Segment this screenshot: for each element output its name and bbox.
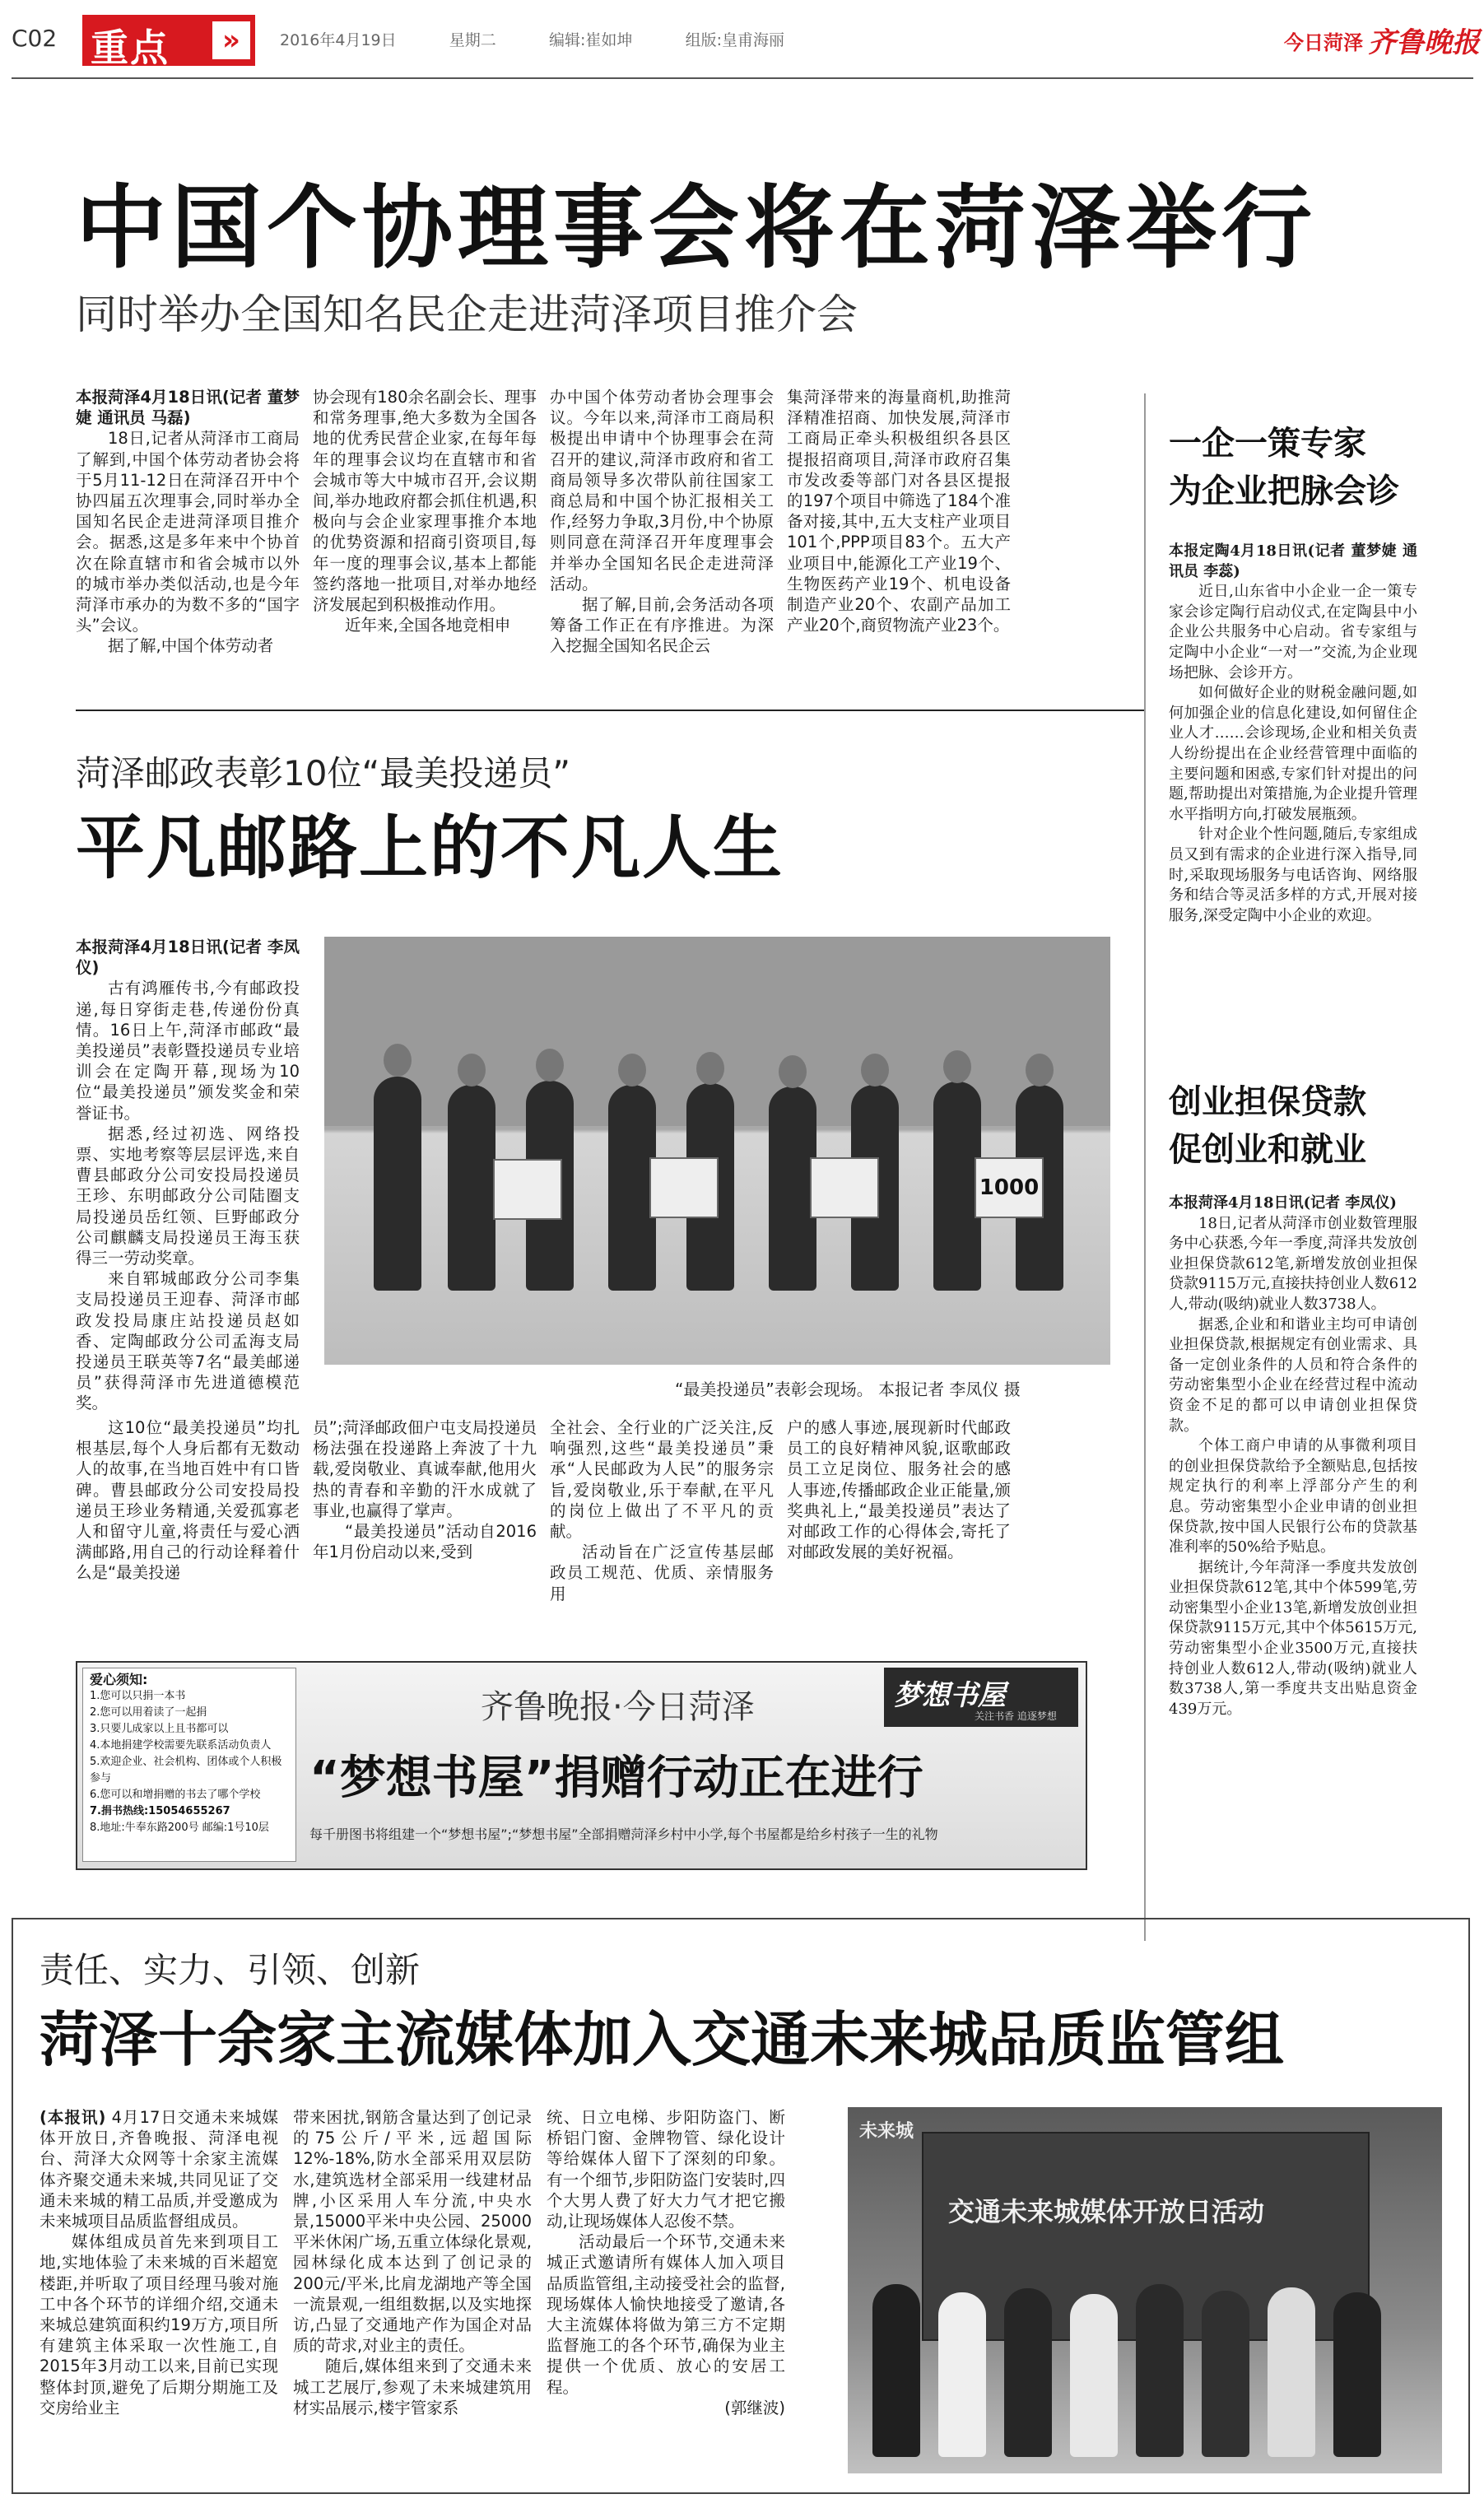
ad-notice-item: 2.您可以用着读了一起捐 [90,1706,207,1719]
media-open-day-photo [848,2107,1442,2473]
ad-logo-text: 梦想书屋 [894,1679,1006,1712]
person-figure [1004,2288,1052,2457]
ad-notice-item: 4.本地捐建学校需要先联系活动负责人 [90,1739,272,1752]
page-header [0,0,1484,91]
story3-author: (郭继波) [724,2398,785,2417]
story1-text: 协会现有180余名副会长、理事和常务理事,绝大多数为全国各地的优秀民营企业家,在每年每年的理事会议均在直辖市和省会城市等大中城市召开,会议期间,举办地政府都会抓住机遇,积极向与会企业家理事推介本地的优势资源和招商引资项目,每年一度的理事会议,基本上都能签约落地一批项目,对举办地经济发展起到积极推动作用。 [313,388,537,615]
ad-tagline: 每千册图书将组建一个“梦想书屋”;“梦想书屋”全部捐赠菏泽乡村中小学,每个书屋都是给乡村孩子一生的礼物 [309,1826,938,1842]
story1-byline: 本报菏泽4月18日讯(记者 董梦婕 通讯员 马磊) [76,388,300,428]
ad-brand-line: 齐鲁晚报·今日菏泽 [481,1688,755,1726]
award-cheque [493,1159,562,1220]
layout-credit: 组版:皇甫海丽 [685,31,784,49]
venue-logo: 未来城 [859,2121,914,2142]
person-figure [1268,2287,1315,2457]
issue-date: 2016年4月19日 [280,31,397,49]
story3-kicker: 责任、实力、引领、创新 [40,1950,421,1990]
story2-text: 来自郓城邮政分公司李集支局投递员王迎春、菏泽市邮政发投局康庄站投递员赵如香、定陶邮政分公司孟海支局投递员王联英等7名“最美邮递员”获得菏泽市先进道德模范奖。 [76,1269,300,1413]
sidebar2-headline-line1: 创业担保贷款 [1169,1083,1366,1121]
story2-text: 全社会、全行业的广泛关注,反响强烈,这些“最美投递员”秉承“人民邮政为人民”的服务宗旨,爱岗敬业,乐于奉献,在平凡的岗位上做出了不平凡的贡献。 [550,1418,774,1542]
person-figure [374,1077,421,1291]
ad-notice-item: 3.只要儿成家以上且书都可以 [90,1723,229,1735]
ad-notice-title: 爱心须知: [90,1672,148,1687]
sidebar2-headline-line2: 促创业和就业 [1169,1131,1366,1169]
sidebar1-text: 如何做好企业的财税金融问题,如何加强企业的信息化建设,如何留住企业人才……会诊现场,企业和相关负责人纷纷提出在企业经营管理中面临的主要问题和困惑,专家们针对提出的问题,帮助提出对策措施,为企业提升管理水平指明方向,打破发展瓶颈。 [1169,684,1417,823]
person-head [779,1055,807,1088]
issue-weekday: 星期二 [449,31,496,49]
story1-column-4 [787,387,1011,683]
sidebar1-headline-line1: 一企一策专家 [1169,425,1366,463]
editor-credit: 编辑:崔如坤 [548,31,633,49]
ad-headline: “梦想书屋”捐赠行动正在进行 [309,1752,923,1805]
person-head [943,1050,971,1083]
section-title: 重点 [91,26,170,70]
story3-column-3 [547,2107,785,2486]
ad-logo [884,1668,1078,1727]
person-head [696,1052,724,1085]
story1-headline: 中国个协理事会将在菏泽举行 [76,175,1317,281]
story2-kicker: 菏泽邮政表彰10位“最美投递员” [76,753,570,793]
story1-text: 据了解,中国个体劳动者 [108,636,274,656]
story3-text: (本报讯) 4月17日交通未来城媒体开放日,齐鲁晚报、菏泽电视台、菏泽大众网等十余家主流媒体齐聚交通未来城,共同见证了交通未来城的精工品质,并受邀成为未来城项目品质监督组成员。 [40,2108,278,2231]
sidebar2-text: 18日,记者从菏泽市创业数管理服务中心获悉,今年一季度,菏泽共发放创业担保贷款612笔,新增发放创业担保贷款9115万元,直接扶持创业人数612人,带动(吸纳)就业人数3738人。 [1169,1214,1417,1313]
sidebar1-byline: 本报定陶4月18日讯(记者 董梦婕 通讯员 李蕊) [1169,542,1417,580]
person-head [536,1049,564,1082]
header-rule [12,77,1473,79]
story1-subhead: 同时举办全国知名民企走进菏泽项目推介会 [76,291,858,338]
edition-name: 今日菏泽 [1284,31,1363,54]
person-figure [1333,2292,1381,2457]
ad-notice-item: 8.地址:牛奉东路200号 邮编:1号10层 [90,1822,269,1834]
story2-text: 活动旨在广泛宣传基层邮政员工规范、优质、亲情服务用 [550,1542,774,1603]
header-meta [280,28,784,50]
story2-text: 这10位“最美投递员”均扎根基层,每个人身后都有无数动人的故事,在当地百姓中有口皆碑。曹县邮政分公司安投局投递员王珍业务精通,关爱孤寡老人和留守儿童,将责任与爱心洒满邮路,用自己的行动诠释着什么是“最美投递 [76,1418,300,1583]
ad-notice-item: 1.您可以只捐一本书 [90,1690,186,1702]
sidebar1-text: 近日,山东省中小企业一企一策专家会诊定陶行启动仪式,在定陶县中小企业公共服务中心启动。省专家组与定陶中小企业“一对一”交流,为企业现场把脉、会诊开方。 [1169,583,1417,682]
divider [76,710,1146,711]
story3-column-1 [40,2107,278,2486]
sidebar1-text: 针对企业个性问题,随后,专家组成员又到有需求的企业进行深入指导,同时,采取现场服务与电话咨询、网络服务和结合等灵活多样的方式,开展对接服务,深受定陶中小企业的欢迎。 [1169,826,1417,924]
award-ceremony-photo [324,937,1110,1365]
section-tab [82,15,255,70]
story3-column-2 [293,2107,532,2486]
person-head [384,1044,412,1077]
story2-column-1 [76,937,300,1414]
person-head [1026,1054,1054,1086]
story2-byline: 本报菏泽4月18日讯(记者 李凤仪) [76,938,300,978]
person-figure [1070,2294,1118,2457]
story1-text: 18日,记者从菏泽市工商局了解到,中国个体劳动者协会将于5月11-12日在菏泽召开中个协四届五次理事会,同时举办全国知名民企走进菏泽项目推介会。据悉,这是多年来中个协首次在除直辖市和省会城市以外的城市举办类似活动,也是今年菏泽市承办的为数不多的“国字头”会议。 [76,429,300,635]
award-cheque [649,1157,719,1218]
backdrop-banner: 交通未来城媒体开放日活动 [948,2196,1265,2227]
story3-text: 媒体组成员首先来到项目工地,实地体验了未来城的百米超宽楼距,并听取了项目经理马骏对施工中各个环节的详细介绍,交通未来城总建筑面积约19万方,项目所有建筑主体采取一次性施工,自2015年3月动工以来,目前已实现整体封顶,避免了后期分期施工及交房给业主 [40,2232,278,2417]
page-number: C02 [12,25,58,52]
ad-notice-item: 5.欢迎企业、社会机构、团体或个人积极参与 [90,1756,282,1784]
story2-text: 古有鸿雁传书,今有邮政投递,每日穿街走巷,传递份份真情。16日上午,菏泽市邮政“最美投递员”表彰暨投递员专业培训会在定陶开幕,现场为10位“最美投递员”颁发奖金和荣誉证书。 [76,979,300,1123]
sidebar2-text: 据统计,今年菏泽一季度共发放创业担保贷款612笔,其中个体599笔,劳动密集型小企业13笔,新增发放创业担保贷款9115万元,其中个体5615万元,劳动密集型小企业3500万元,直接扶持创业人数612人,带动(吸纳)就业人数3738人,第一季度共支出贴息资金439万元。 [1169,1558,1417,1718]
dream-bookstore-ad [76,1661,1087,1870]
person-figure [938,2292,986,2457]
sidebar2-headline [1169,1078,1366,1174]
newspaper-logo: 齐鲁晚报 [1368,26,1480,59]
story1-column-3 [550,387,774,683]
person-head [458,1054,486,1086]
story2-text: 据悉,经过初选、网络投票、实地考察等层层评选,来自曹县邮政分公司安投局投递员王珍、东明邮政分公司陆圈支局投递员岳红领、巨野邮政分公司麒麟支局投递员王海玉获得三一劳动奖章。 [76,1124,300,1268]
sidebar1-headline [1169,420,1399,515]
person-head [618,1054,646,1086]
story2-text: “最美投递员”活动自2016年1月份启动以来,受到 [313,1522,537,1562]
chevron-right-icon: » [212,21,250,59]
story3-text: 随后,媒体组来到了交通未来城工艺展厅,参观了未来城建筑用材实品展示,楼宇管家系 [293,2357,532,2417]
story1-text: 据了解,目前,会务活动各项筹备工作正在有序推进。为深入挖掘全国知名民企云 [550,595,774,656]
award-cheque [810,1157,879,1218]
story1-text: 办中国个体劳动者协会理事会议。今年以来,菏泽市工商局积极提出申请中个协理事会在菏召开的建议,菏泽市政府和省工商局领导多次带队前往国家工商总局和中国个协汇报相关工作,经努力争取,3月份,中个协原则同意在菏泽召开年度理事会并举办全国知名民企走进菏泽活动。 [550,388,774,593]
photo-caption: “最美投递员”表彰会现场。 本报记者 李凤仪 摄 [675,1380,1021,1399]
cheque-amount: 1000 [979,1175,1040,1200]
ad-notice-box [82,1668,296,1862]
person-figure [448,1085,495,1291]
sidebar2-text: 个体工商户申请的从事微利项目的创业担保贷款给予全额贴息,包括按规定执行的利率上浮部分产生的利息。劳动密集型小企业申请的创业担保贷款,按中国人民银行公布的贷款基准利率的50%给予贴息。 [1169,1437,1417,1556]
sidebar2-byline: 本报菏泽4月18日讯(记者 李凤仪) [1169,1194,1397,1212]
story2-text: 户的感人事迹,展现新时代邮政员工的良好精神风貌,讴歌邮政员工立足岗位、服务社会的感人事迹,传播邮政企业正能量,颁奖典礼上,“最美投递员”表达了对邮政工作的心得体会,寄托了对邮政发展的美好祝福。 [787,1418,1011,1562]
ad-notice-item: 7.捐书热线:15054655267 [90,1805,230,1817]
person-head [861,1054,889,1086]
story3-text: 统、日立电梯、步阳防盗门、断桥铝门窗、金牌物管、绿化设计等给媒体人留下了深刻的印象。有一个细节,步阳防盗门安装时,四个大男人费了好大力气才把它搬动,让现场媒体人忍俊不禁。 [547,2108,785,2231]
story2-text: 员”;菏泽邮政佃户屯支局投递员杨法强在投递路上奔波了十九载,爱岗敬业、真诚奉献,他用火热的青春和辛勤的汗水成就了事业,也赢得了掌声。 [313,1418,537,1520]
story2-headline: 平凡邮路上的不凡人生 [76,807,784,888]
story1-column-2 [313,387,537,683]
sidebar1-headline-line2: 为企业把脉会诊 [1169,472,1399,510]
story1-text: 集菏泽带来的海量商机,助推菏泽精准招商、加快发展,菏泽市工商局正牵头积极组织各县区提报招商项目,菏泽市政府召集市发改委等部门对各县区提报的197个项目中筛选了184个准备对接,其中,五大支柱产业项目101个,PPP项目83个。五大产业项目中,能源化工产业19个、生物医药产业19个、机电设备制造产业20个、农副产品加工产业20个,商贸物流产业23个。 [787,388,1011,635]
sidebar1-body [1169,542,1417,1052]
person-figure [1202,2291,1249,2457]
sidebar2-text: 据悉,企业和和谐业主均可申请创业担保贷款,根据规定有创业需求、具备一定创业条件的人员和符合条件的劳动密集型小企业在经营过程中流动资金不足的都可以申请创业担保贷款。 [1169,1315,1417,1435]
story1-text: 近年来,全国各地竞相申 [345,616,511,635]
person-figure [872,2284,920,2457]
story3-text: 活动最后一个环节,交通未来城正式邀请所有媒体人加入项目品质监管组,主动接受社会的监督,现场媒体人愉快地接受了邀请,各大主流媒体将做为第三方不定期监督施工的各个环节,确保为业主提供一个优质、放心的安居工程。 [547,2232,785,2397]
ad-logo-sub: 关注书香 追逐梦想 [975,1710,1057,1722]
ad-notice-item: 6.您可以和增捐赠的书去了哪个学校 [90,1789,261,1801]
story1-column-1 [76,387,300,683]
award-cheque [975,1157,1044,1218]
story3-headline: 菏泽十余家主流媒体加入交通未来城品质监管组 [40,2005,1285,2074]
sidebar-rule [1144,393,1146,1941]
story3-text: 带来困扰,钢筋含量达到了创记录的75公斤/平米,远超国际12%-18%,防水全部采用双层防水,建筑选材全部采用一线建材品牌,小区采用人车分流,中央水景,15000平米中央公园、25000平米休闲广场,五重立体绿化景观,园林绿化成本达到了创记录的200元/平米,比肩龙湖地产等全国一流景观,一组组数据,以及实地探访,凸显了交通地产作为国企对品质的苛求,对业主的责任。 [293,2108,532,2356]
sidebar2-body [1169,1194,1417,1918]
person-figure [1136,2284,1184,2457]
